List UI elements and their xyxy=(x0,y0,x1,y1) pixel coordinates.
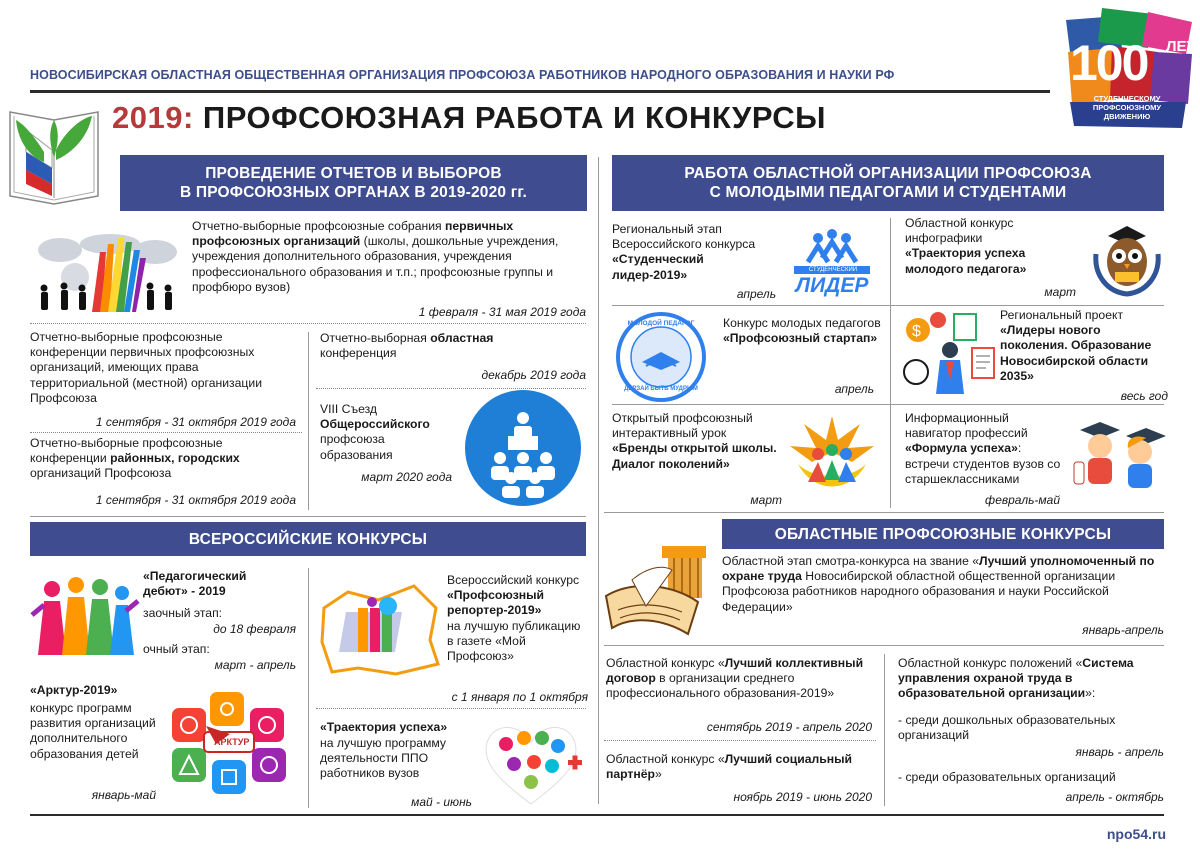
reporter-illustration xyxy=(318,578,442,678)
leaders-project-pre: Региональный проект xyxy=(1000,308,1124,322)
debut-stage1-date: до 18 февраля xyxy=(213,622,296,636)
open-lesson-block xyxy=(612,411,782,472)
debut-title: «Педагогический дебют» - 2019 xyxy=(143,569,247,599)
social-partner-block xyxy=(606,752,878,782)
reports-section-header xyxy=(120,155,587,211)
item1-bold: первичных профсоюзных организаций xyxy=(192,219,514,249)
leader-block xyxy=(612,222,782,283)
item2-date: 1 сентября - 31 октября 2019 года xyxy=(95,415,296,429)
commissioner-post: Новосибирской областной общественной организации Профсоюза работников народного образования и науки Российской Федерации» xyxy=(722,569,1116,614)
leaders-project-title: «Лидеры нового поколения. Образование Новосибирской области 2035» xyxy=(1000,323,1152,383)
agreement-pre: Областной конкурс « xyxy=(606,656,725,670)
best-commissioner-block xyxy=(722,554,1164,615)
reports-item-conf-district xyxy=(30,436,298,482)
item3-date: 1 сентября - 31 октября 2019 года xyxy=(95,493,296,507)
reports-header-line1: ПРОВЕДЕНИЕ ОТЧЕТОВ И ВЫБОРОВ xyxy=(205,165,502,182)
safety-title: Система управления охраной труда в образовательной организации xyxy=(898,656,1134,701)
leader-title: «Студенческий лидер-2019» xyxy=(612,252,704,282)
anniversary-line1: СТУДЕНЧЕСКОМУ xyxy=(1093,94,1161,103)
infographics-pre: Областной конкурс инфографики xyxy=(905,216,1014,246)
reports-item-congress xyxy=(320,402,450,463)
item4-text: Отчетно-выборная xyxy=(320,331,431,345)
open-lesson-date: март xyxy=(750,493,782,507)
union-logo xyxy=(4,100,104,210)
debut-stage2-date: март - апрель xyxy=(214,658,296,672)
divider xyxy=(604,645,1164,646)
item4-date: декабрь 2019 года xyxy=(481,368,586,382)
item1-post: (школы, дошкольные учреждения, учреждения дополнительного образования, учреждения профессионального образования и т.п.; профсоюзные группы и профбюро вузов) xyxy=(192,234,559,294)
item3-bold: районных, городских xyxy=(110,451,240,466)
startup-block xyxy=(723,316,883,346)
item5-post: профсоюза образования xyxy=(320,432,393,462)
navigator-block xyxy=(905,411,1065,487)
arktur-date: январь-май xyxy=(91,788,156,802)
collective-agreement-block xyxy=(606,656,878,702)
leader-logo-main: ЛИДЕР xyxy=(795,274,869,297)
svg-text:$: $ xyxy=(912,323,921,340)
reports-item-primary xyxy=(192,219,584,295)
anniversary-logo xyxy=(1062,8,1196,128)
item4-post: конференция xyxy=(320,346,397,361)
meeting-icon xyxy=(460,390,586,510)
startup-pre: Конкурс молодых педагогов xyxy=(723,316,881,330)
youth-section-header xyxy=(612,155,1164,211)
item5-bold: Общероссийского xyxy=(320,417,430,432)
arktur-text: конкурс программ развития организаций дополнительного образования детей xyxy=(30,701,156,761)
kids-illustration xyxy=(1070,418,1166,494)
student-leader-logo xyxy=(790,228,874,300)
reporter-pre: Всероссийский конкурс xyxy=(447,573,580,587)
divider xyxy=(308,332,309,510)
organization-name: НОВОСИБИРСКАЯ ОБЛАСТНАЯ ОБЩЕСТВЕННАЯ ОРГАНИЗАЦИЯ ПРОФСОЮЗА РАБОТНИКОВ НАРОДНОГО ОБРАЗОВАНИЯ И НАУКИ РФ xyxy=(30,68,895,82)
anniversary-line2: ПРОФСОЮЗНОМУ xyxy=(1092,103,1162,112)
item3-text: Отчетно-выборные профсоюзные конференции xyxy=(30,436,223,466)
startup-title: «Профсоюзный стартап» xyxy=(723,331,878,346)
leader-logo-top: СТУДЕНЧЕСКИЙ xyxy=(808,267,858,273)
divider xyxy=(884,654,885,806)
open-lesson-title: «Бренды открытой школы. Диалог поколений» xyxy=(612,441,777,471)
anniversary-line3: ДВИЖЕНИЮ xyxy=(1103,112,1151,121)
reporter-date: с 1 января по 1 октября xyxy=(451,690,588,704)
open-lesson-pre: Открытый профсоюзный интерактивный урок xyxy=(612,411,753,441)
scroll-quill-illustration xyxy=(602,540,720,640)
safety-system-block xyxy=(898,656,1166,702)
divider xyxy=(30,323,586,324)
item3-post: организаций Профсоюза xyxy=(30,466,172,481)
anniversary-years: ЛЕТ xyxy=(1166,38,1196,55)
reports-item-conf-primary: Отчетно-выборные профсоюзные конференции первичных профсоюзных организаций, имеющих права территориальной (местной) организации Профсоюза xyxy=(30,330,263,405)
infographics-date: март xyxy=(1044,285,1076,299)
title-text: ПРОФСОЮЗНАЯ РАБОТА И КОНКУРСЫ xyxy=(202,100,826,135)
young-teacher-badge xyxy=(612,312,710,402)
all-russia-section-header: ВСЕРОССИЙСКИЕ КОНКУРСЫ xyxy=(30,522,586,556)
debut-stage1-label: заочный этап: xyxy=(143,606,223,620)
badge-top-text: МОЛОДОЙ ПЕДАГОГ xyxy=(627,320,695,327)
item4-bold: областная xyxy=(430,331,494,345)
infographics-block xyxy=(905,216,1085,277)
agreement-date: сентябрь 2019 - апрель 2020 xyxy=(706,720,872,734)
safety-post: »: xyxy=(1085,686,1096,701)
commissioner-date: январь-апрель xyxy=(1082,623,1164,637)
anniversary-number: 100 xyxy=(1070,35,1148,91)
youth-header-line2: С МОЛОДЫМИ ПЕДАГОГАМИ И СТУДЕНТАМИ xyxy=(709,184,1067,201)
startup-date: апрель xyxy=(834,382,874,396)
youth-header-line1: РАБОТА ОБЛАСТНОЙ ОРГАНИЗАЦИИ ПРОФСОЮЗА xyxy=(684,165,1092,182)
title-year: 2019: xyxy=(112,100,194,135)
trajectory-illustration xyxy=(476,716,586,808)
page-title xyxy=(112,100,826,136)
reporter-post: на лучшую публикацию в газете «Мой Профсоюз» xyxy=(447,618,581,664)
arktur-title: «Арктур-2019» xyxy=(30,683,118,697)
agreement-post: в организации среднего профессионального образования-2019» xyxy=(606,671,835,701)
trajectory-text: на лучшую программу деятельности ППО работников вузов xyxy=(320,736,446,781)
trajectory-date: май - июнь xyxy=(411,795,472,809)
site-link[interactable]: npo54.ru xyxy=(1106,826,1166,842)
partner-date: ноябрь 2019 - июнь 2020 xyxy=(733,790,872,804)
navigator-post: : встречи студентов вузов со старшеклассниками xyxy=(905,441,1061,486)
arktur-logo-text: АРКТУР xyxy=(214,737,250,747)
badge-bottom-text: ДЕРЗАЙ БЫТЬ МУДРЫМ xyxy=(624,386,698,392)
divider xyxy=(316,388,586,389)
item1-date: 1 февраля - 31 мая 2019 года xyxy=(418,305,586,319)
brands-illustration xyxy=(784,410,880,502)
item5-date: март 2020 года xyxy=(361,470,452,484)
navigator-title: «Формула успеха» xyxy=(905,441,1018,456)
regional-section-header: ОБЛАСТНЫЕ ПРОФСОЮЗНЫЕ КОНКУРСЫ xyxy=(722,519,1164,549)
divider xyxy=(30,432,302,433)
divider xyxy=(308,568,309,808)
partner-title: Лучший социальный партнёр xyxy=(606,752,853,782)
divider xyxy=(612,404,1164,405)
commissioner-title: Лучший уполномоченный по охране труда xyxy=(722,554,1155,584)
trajectory-title: «Траектория успеха» xyxy=(320,720,448,734)
world-map-illustration xyxy=(30,222,185,314)
anniversary-caption xyxy=(1072,94,1182,121)
divider xyxy=(316,708,586,709)
commissioner-pre: Областной этап смотра-конкурса на звание « xyxy=(722,554,980,568)
leaders-project-block xyxy=(1000,308,1170,384)
infographics-title: «Траектория успеха молодого педагога» xyxy=(905,246,1027,276)
safety-sub2-date: апрель - октябрь xyxy=(1065,790,1164,804)
divider xyxy=(30,516,586,517)
leaders-project-illustration xyxy=(902,310,998,398)
header-divider xyxy=(30,90,1050,93)
safety-pre: Областной конкурс положений « xyxy=(898,656,1083,670)
leader-pre: Региональный этап Всероссийского конкурса xyxy=(612,222,756,252)
debut-stage2-label: очный этап: xyxy=(143,642,210,656)
navigator-pre: Информационный навигатор профессий xyxy=(905,411,1028,441)
divider xyxy=(604,740,876,741)
arktur-logo xyxy=(170,690,296,800)
safety-sub1-date: январь - апрель xyxy=(1075,745,1164,759)
navigator-date: февраль-май xyxy=(985,493,1060,507)
leader-date: апрель xyxy=(736,287,776,301)
debut-illustration xyxy=(30,575,140,660)
footer-divider xyxy=(30,814,1164,816)
partner-post: » xyxy=(654,767,662,782)
partner-pre: Областной конкурс « xyxy=(606,752,725,766)
divider xyxy=(612,305,1164,306)
agreement-title: Лучший коллективный договор xyxy=(606,656,864,686)
reports-item-regional-conf xyxy=(320,331,520,361)
item5-text: VIII Съезд xyxy=(320,402,378,416)
owl-illustration xyxy=(1088,214,1166,298)
reporter-block xyxy=(447,573,587,664)
reports-header-line2: В ПРОФСОЮЗНЫХ ОРГАНАХ В 2019-2020 гг. xyxy=(179,184,528,201)
reporter-title: «Профсоюзный репортер-2019» xyxy=(447,588,545,618)
divider xyxy=(890,218,891,508)
safety-sub2: - среди образовательных организаций xyxy=(898,770,1116,784)
leaders-project-date: весь год xyxy=(1120,389,1168,403)
safety-sub1: - среди дошкольных образовательных организаций xyxy=(898,713,1116,743)
item1-text: Отчетно-выборные профсоюзные собрания xyxy=(192,219,446,233)
column-divider xyxy=(598,157,599,804)
divider xyxy=(604,512,1164,513)
